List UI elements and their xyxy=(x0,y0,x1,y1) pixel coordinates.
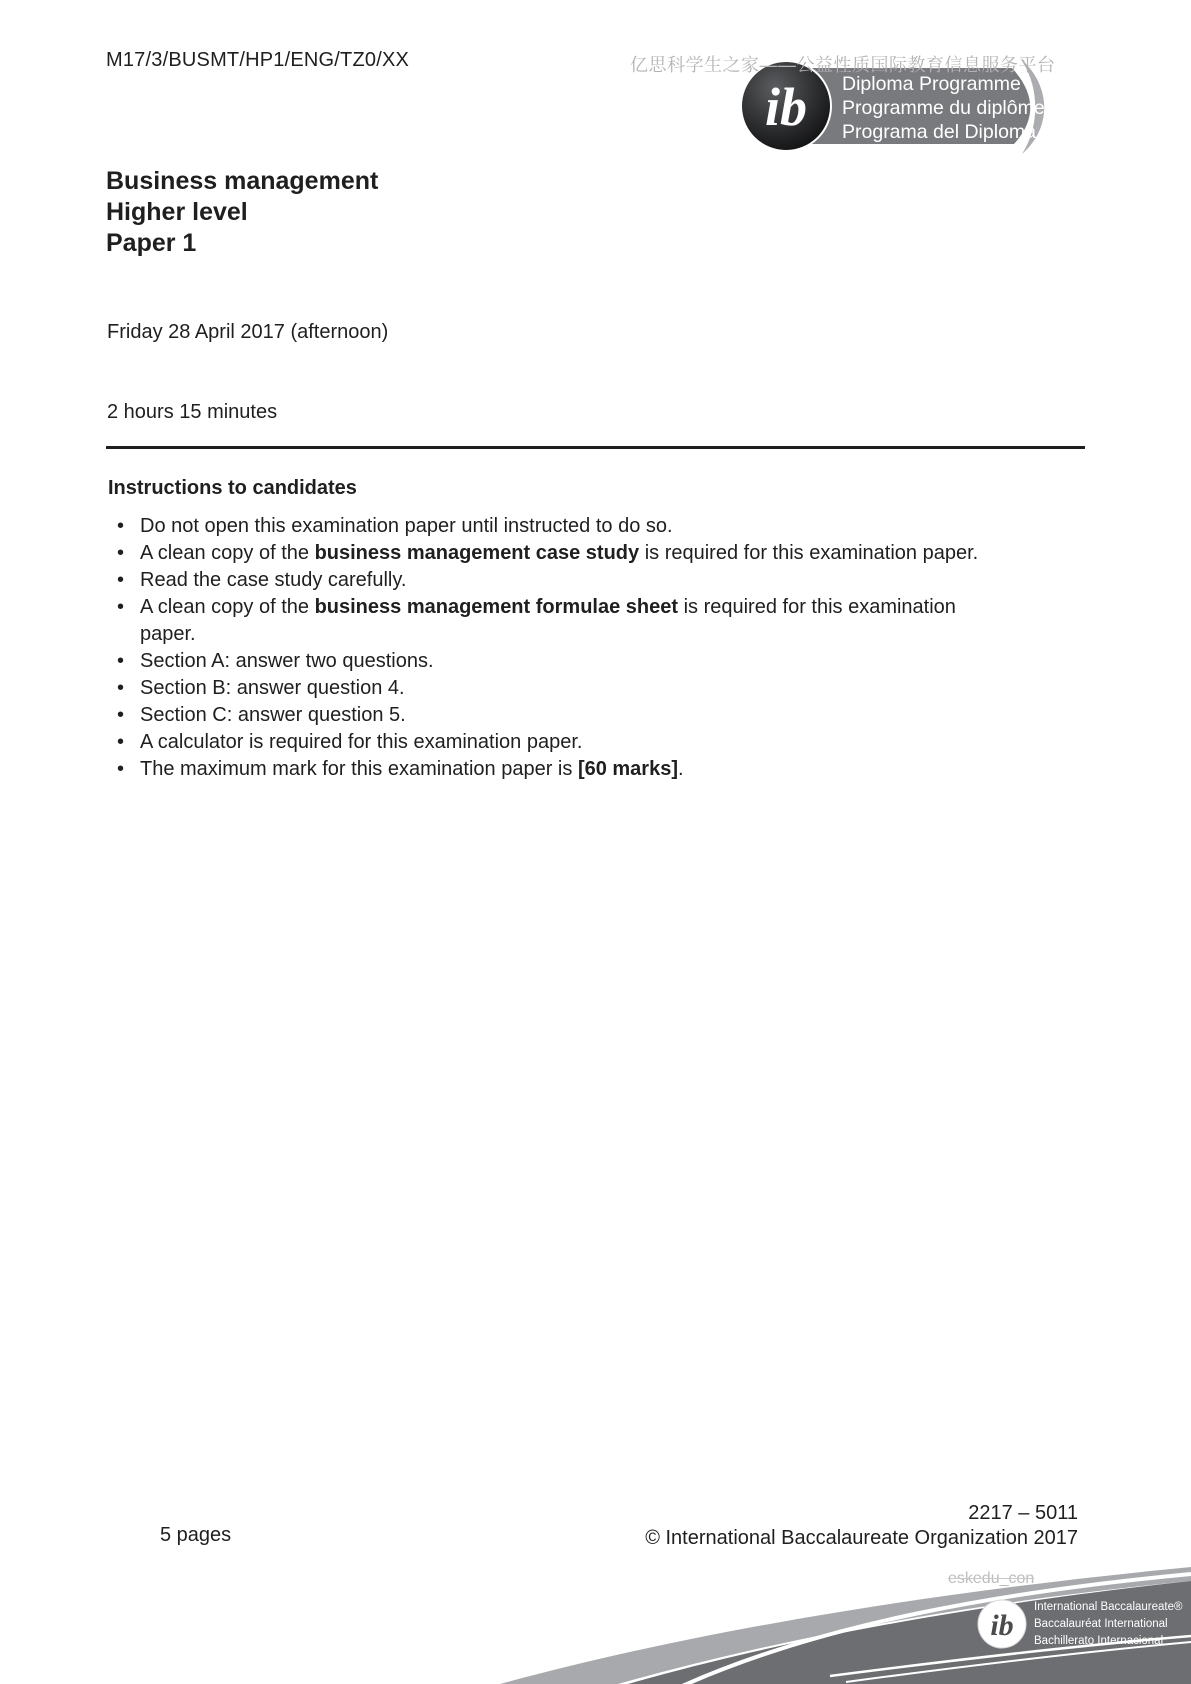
instruction-item: • A clean copy of the business management case study is required for this examination paper. xyxy=(108,540,1013,567)
ib-monogram-small: ib xyxy=(990,1609,1014,1642)
footer-right-block xyxy=(645,1501,1078,1551)
watermark-text-top: 亿思科学生之家——公益性质国际教育信息服务平台 xyxy=(630,55,1056,75)
exam-date: Friday 28 April 2017 (afternoon) xyxy=(107,321,389,343)
ib-circle-icon-small xyxy=(978,1600,1026,1648)
exam-duration: 2 hours 15 minutes xyxy=(107,401,278,423)
instruction-item: • The maximum mark for this examination paper is [60 marks]. xyxy=(108,756,1013,783)
watermark-text-bottom: eskedu_con xyxy=(948,1570,1035,1587)
band-line-2: Programme du diplôme xyxy=(842,97,1045,119)
instruction-item: • Section A: answer two questions. xyxy=(108,648,1013,675)
paper-reference-number: 2217 – 5011 xyxy=(968,1502,1078,1524)
footer-logo-line-3: Bachillerato Internacional xyxy=(1034,1635,1164,1647)
title-block xyxy=(106,166,378,259)
instructions-heading: Instructions to candidates xyxy=(108,477,357,499)
title-subject: Business management xyxy=(106,167,379,195)
swoosh-dark-region xyxy=(628,1581,1191,1684)
instruction-item: • A calculator is required for this examination paper. xyxy=(108,729,1013,756)
divider-rule xyxy=(106,446,1085,449)
instruction-item: • Section C: answer question 5. xyxy=(108,702,1013,729)
instruction-item: • Section B: answer question 4. xyxy=(108,675,1013,702)
ib-monogram: ib xyxy=(764,77,808,137)
instruction-item: • Do not open this examination paper until instructed to do so. xyxy=(108,513,1013,540)
footer-logo-line-2: Baccalauréat International xyxy=(1034,1618,1168,1630)
instruction-item: • Read the case study carefully. xyxy=(108,567,1013,594)
footer-logo-line-1: International Baccalaureate® xyxy=(1034,1601,1183,1613)
page-count: 5 pages xyxy=(160,1524,232,1546)
instructions-list xyxy=(108,513,1013,783)
band-line-1: Diploma Programme xyxy=(842,73,1021,95)
title-paper: Paper 1 xyxy=(106,229,197,257)
paper-code: M17/3/BUSMT/HP1/ENG/TZ0/XX xyxy=(106,49,410,71)
instruction-item: • A clean copy of the business management formulae sheet is required for this examination paper. xyxy=(108,594,1013,648)
copyright-notice: © International Baccalaureate Organization 2017 xyxy=(645,1527,1078,1549)
title-level: Higher level xyxy=(106,198,248,226)
band-line-3: Programa del Diploma xyxy=(842,121,1037,143)
